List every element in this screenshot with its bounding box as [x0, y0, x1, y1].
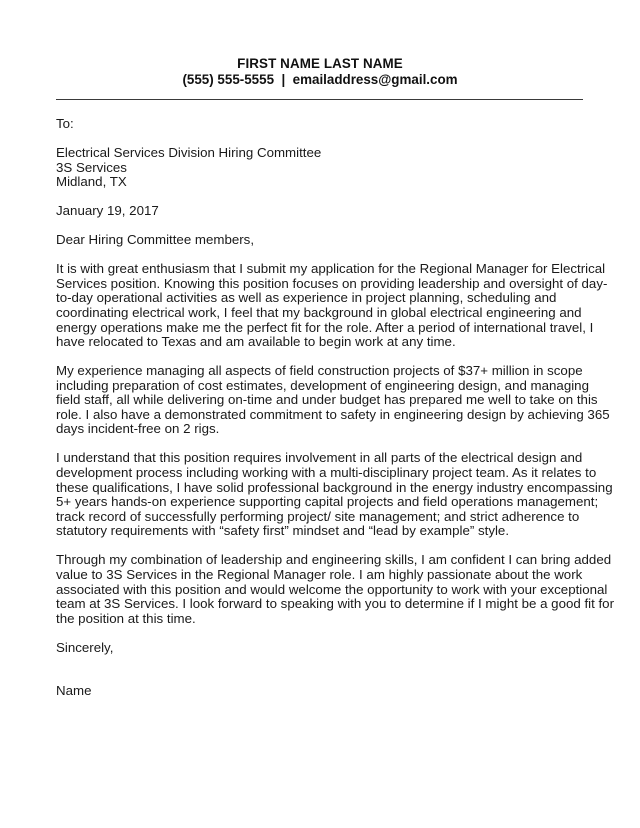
paragraph-line: statutory requirements with “safety first” mindset and “lead by example” style.	[56, 523, 510, 539]
contact-info: (555) 555-5555 | emailaddress@gmail.com	[182, 72, 458, 87]
paragraph-line: development process including working with a multi-disciplinary project team. As it relates to	[56, 465, 597, 481]
paragraph-intro	[56, 262, 616, 350]
letter-header	[0, 56, 640, 88]
letter-date: January 19, 2017	[56, 203, 159, 219]
recipient-address	[56, 146, 616, 190]
paragraph-line: value to 3S Services in the Regional Manager role. I am highly passionate about the work	[56, 566, 583, 582]
recipient-line: 3S Services	[56, 159, 127, 175]
paragraph-line: Services position. Knowing this position focuses on providing leadership and oversight of day-	[56, 275, 608, 291]
paragraph-line: have relocated to Texas and am available to begin work at any time.	[56, 334, 456, 350]
recipient-line: Electrical Services Division Hiring Committee	[56, 144, 322, 160]
header-divider	[56, 99, 583, 100]
paragraph-experience	[56, 364, 616, 437]
applicant-name: FIRST NAME LAST NAME	[237, 56, 403, 71]
paragraph-line: the position at this time.	[56, 610, 196, 626]
closing: Sincerely,	[56, 639, 114, 655]
paragraph-line: role. I also have a demonstrated commitment to safety in engineering design by achieving 365	[56, 406, 610, 422]
paragraph-line: It is with great enthusiasm that I submit my application for the Regional Manager for Electrical	[56, 261, 606, 277]
paragraph-line: I understand that this position requires involvement in all parts of the electrical design and	[56, 450, 583, 466]
signature-name: Name	[56, 683, 92, 699]
recipient-line: Midland, TX	[56, 174, 127, 190]
paragraph-line: 5+ years hands-on experience supporting capital projects and field operations management;	[56, 494, 599, 510]
paragraph-line: these qualifications, I have solid professional background in the energy industry encompassing	[56, 479, 613, 495]
paragraph-line: field staff, all while delivering on-time and under budget has prepared me well to take on this	[56, 392, 598, 408]
paragraph-line: Through my combination of leadership and engineering skills, I am confident I can bring added	[56, 552, 612, 568]
to-label: To:	[56, 116, 74, 131]
paragraph-line: including preparation of cost estimates, development of engineering design, and managing	[56, 377, 589, 393]
paragraph-line: associated with this position and would welcome the opportunity to work with your exceptional	[56, 581, 608, 597]
paragraph-qualifications	[56, 451, 616, 539]
signature-space	[56, 655, 616, 684]
paragraph-line: team at 3S Services. I look forward to speaking with you to determine if I might be a good fit for	[56, 596, 615, 612]
paragraph-line: coordinating electrical work, I feel that my background in global electrical engineering and	[56, 304, 582, 320]
paragraph-line: energy operations make me the perfect fit for the role. After a period of international travel, I	[56, 319, 594, 335]
paragraph-closing	[56, 553, 616, 626]
paragraph-line: track record of successfully performing project/ site management; and strict adherence to	[56, 508, 580, 524]
paragraph-line: days incident-free on 2 rigs.	[56, 421, 220, 437]
paragraph-line: to-day operational activities as well as experience in project planning, scheduling and	[56, 290, 557, 306]
paragraph-line: My experience managing all aspects of field construction projects of $37+ million in scope	[56, 363, 583, 379]
salutation: Dear Hiring Committee members,	[56, 232, 255, 248]
letter-body	[56, 117, 616, 713]
